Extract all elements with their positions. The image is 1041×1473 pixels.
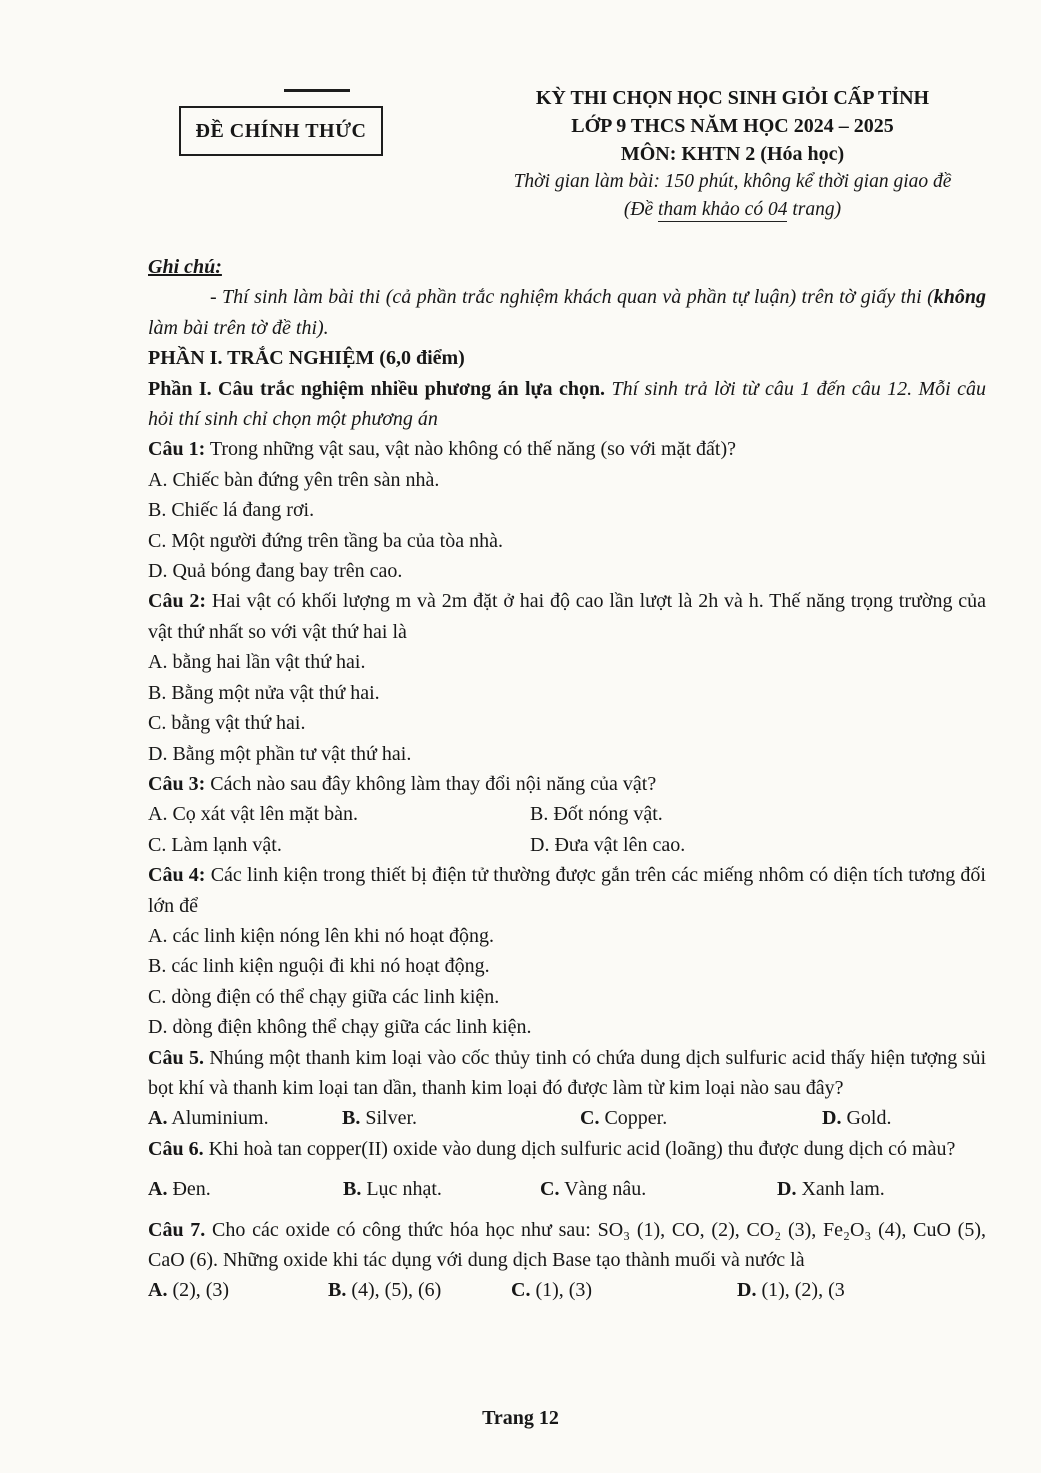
official-exam-label: ĐỀ CHÍNH THỨC	[195, 119, 367, 142]
notes-heading: Ghi chú:	[148, 256, 222, 278]
question-3-label: Câu 3:	[148, 772, 206, 795]
notes-paragraph: - Thí sinh làm bài thi (cả phần trắc nghiệm khách quan và phần tự luận) trên tờ giấy thi (không làm bài trên tờ đề thi).	[148, 286, 986, 339]
exam-pages-note: (Đề tham khảo có 04 trang)	[623, 199, 842, 220]
option-7c: C. (1), (3)	[511, 1279, 593, 1302]
option-1c: C. Một người đứng trên tầng ba của tòa nhà.	[148, 529, 503, 552]
option-2a: A. bằng hai lần vật thứ hai.	[148, 651, 366, 674]
option-3b: B. Đốt nóng vật.	[530, 803, 663, 826]
option-5d: D. Gold.	[822, 1107, 892, 1130]
option-5b: B. Silver.	[342, 1107, 418, 1130]
pages-note-underlined: tham khảo có 04	[658, 199, 788, 220]
exam-header	[445, 84, 1020, 224]
part1-heading: PHẦN I. TRẮC NGHIỆM (6,0 điểm)	[148, 347, 465, 370]
option-3a: A. Cọ xát vật lên mặt bàn.	[148, 803, 358, 826]
option-2c: C. bằng vật thứ hai.	[148, 712, 306, 735]
question-4-label: Câu 4:	[148, 864, 206, 887]
question-1-text: Câu 1: Trong những vật sau, vật nào không có thế năng (so với mặt đất)?	[148, 438, 737, 461]
question-4	[148, 860, 986, 1042]
question-7-text: Câu 7. Cho các oxide có công thức hóa học như sau: SO₃ (1), CO, (2), CO₂ (3), Fe₂O₃ (4), CuO (5), CaO (6). Những oxide khi tác dụng với dung dịch Base tạo thành muối và nước là	[148, 1218, 986, 1271]
question-2-options	[148, 647, 986, 769]
question-3-text: Câu 3: Cách nào sau đây không làm thay đổi nội năng của vật?	[148, 772, 657, 795]
question-5-text: Câu 5. Nhúng một thanh kim loại vào cốc thủy tinh có chứa dung dịch sulfuric acid thấy hiện tượng sủi bọt khí và thanh kim loại tan dần, thanh kim loại đó được làm từ kim loại nào sau đây?	[148, 1046, 987, 1099]
option-2b: B. Bằng một nửa vật thứ hai.	[148, 681, 380, 704]
question-6-options	[148, 1174, 986, 1204]
question-4-text: Câu 4: Các linh kiện trong thiết bị điện tử thường được gắn trên các miếng nhôm có diện tích tương đối lớn để	[148, 864, 986, 917]
question-6-text: Câu 6. Khi hoà tan copper(II) oxide vào dung dịch sulfuric acid (loãng) thu được dung dịch có màu?	[148, 1137, 956, 1160]
exam-title-line-2: LỚP 9 THCS NĂM HỌC 2024 – 2025	[571, 115, 894, 137]
option-4c: C. dòng điện có thể chạy giữa các linh kiện.	[148, 985, 500, 1008]
exam-time-note: Thời gian làm bài: 150 phút, không kể thời gian giao đề	[513, 171, 952, 192]
question-1	[148, 434, 986, 586]
question-6-label: Câu 6.	[148, 1137, 204, 1160]
question-7	[148, 1215, 986, 1306]
option-3c: C. Làm lạnh vật.	[148, 833, 282, 856]
question-1-options	[148, 465, 986, 587]
question-2-text: Câu 2: Hai vật có khối lượng m và 2m đặt ở hai độ cao lần lượt là 2h và h. Thế năng trọng trường của vật thứ nhất so với vật thứ hai là	[148, 590, 987, 643]
question-6	[148, 1134, 986, 1205]
option-5c: C. Copper.	[580, 1107, 668, 1130]
question-7-label: Câu 7.	[148, 1218, 206, 1241]
question-7-options	[148, 1275, 986, 1305]
option-1d: D. Quả bóng đang bay trên cao.	[148, 560, 403, 583]
option-7a: A. (2), (3)	[148, 1279, 230, 1302]
header-rule	[284, 89, 350, 92]
option-5a: A. Aluminium.	[148, 1107, 269, 1130]
option-3d: D. Đưa vật lên cao.	[530, 833, 686, 856]
option-7b: B. (4), (5), (6)	[328, 1279, 442, 1302]
option-4b: B. các linh kiện nguội đi khi nó hoạt động.	[148, 955, 490, 978]
exam-body	[148, 252, 986, 1306]
question-5	[148, 1043, 986, 1134]
page-number: Trang 12	[482, 1407, 559, 1429]
option-1b: B. Chiếc lá đang rơi.	[148, 499, 315, 522]
option-6c: C. Vàng nâu.	[540, 1178, 647, 1201]
question-2-label: Câu 2:	[148, 590, 207, 613]
question-5-label: Câu 5.	[148, 1046, 204, 1069]
official-exam-label-box	[179, 106, 383, 156]
question-3-options	[148, 799, 986, 860]
question-4-options	[148, 921, 986, 1043]
notes-bold-word: không	[933, 286, 986, 309]
option-2d: D. Bằng một phần tư vật thứ hai.	[148, 742, 412, 765]
question-1-label: Câu 1:	[148, 438, 206, 461]
exam-title-line-3: MÔN: KHTN 2 (Hóa học)	[620, 143, 845, 165]
exam-title-line-1: KỲ THI CHỌN HỌC SINH GIỎI CẤP TỈNH	[535, 87, 930, 109]
option-4d: D. dòng điện không thể chạy giữa các linh kiện.	[148, 1016, 532, 1039]
option-6a: A. Đen.	[148, 1178, 211, 1201]
option-4a: A. các linh kiện nóng lên khi nó hoạt động.	[148, 924, 495, 947]
option-1a: A. Chiếc bàn đứng yên trên sàn nhà.	[148, 468, 440, 491]
question-3	[148, 769, 986, 860]
option-7d: D. (1), (2), (3	[737, 1279, 845, 1302]
option-6d: D. Xanh lam.	[777, 1178, 885, 1201]
question-5-options	[148, 1103, 986, 1133]
option-6b: B. Lục nhạt.	[343, 1178, 442, 1201]
part1-subheading: Phần I. Câu trắc nghiệm nhiều phương án lựa chọn. Thí sinh trả lời từ câu 1 đến câu 12. Mỗi câu hỏi thí sinh chỉ chọn một phương án	[148, 377, 986, 431]
question-2	[148, 586, 986, 768]
